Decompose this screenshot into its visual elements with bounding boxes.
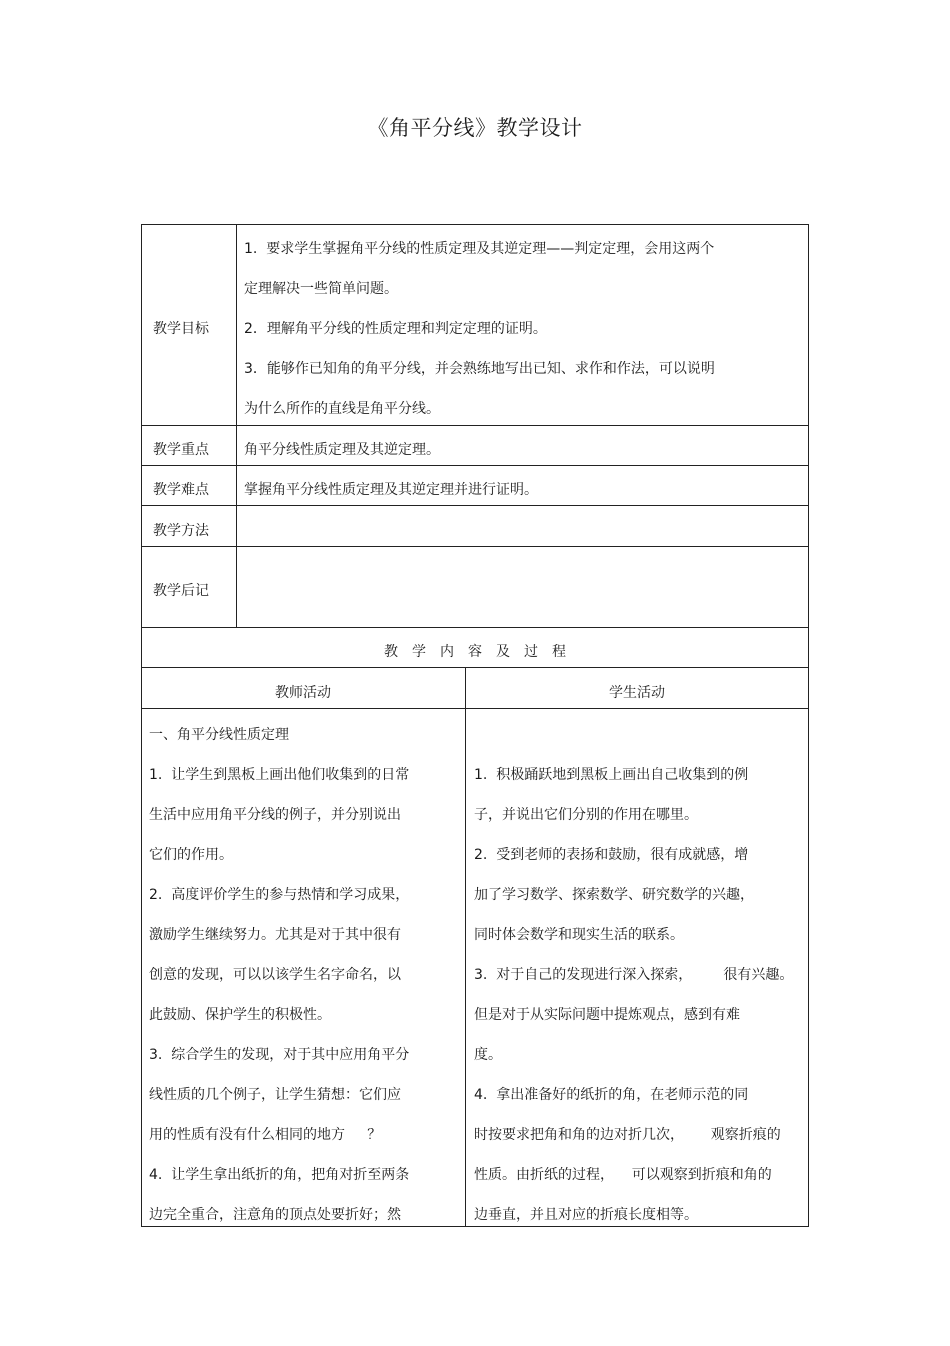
teacher-activity-line: 4. 让学生拿出纸折的角，把角对折至两条: [149, 1167, 410, 1183]
row-divider: [141, 505, 809, 506]
teacher-activity-line: 它们的作用。: [149, 847, 233, 863]
goals-line: 1. 要求学生掌握角平分线的性质定理及其逆定理——判定定理，会用这两个: [244, 241, 715, 257]
student-activity-line: 性质。由折纸的过程， 可以观察到折痕和角的: [474, 1167, 772, 1183]
row-divider: [141, 425, 809, 426]
notes-label: 教学后记: [153, 583, 209, 599]
student-activity-line: 边垂直，并且对应的折痕长度相等。: [474, 1207, 698, 1223]
student-activity-line: 子，并说出它们分别的作用在哪里。: [474, 807, 698, 823]
row-divider: [141, 708, 809, 709]
page-title: 《角平分线》教学设计: [367, 116, 583, 140]
row-divider: [141, 627, 809, 628]
method-label: 教学方法: [153, 523, 209, 539]
teacher-activity-line: 线性质的几个例子，让学生猜想：它们应: [149, 1087, 401, 1103]
teacher-activity-line: 边完全重合，注意角的顶点处要折好；然: [149, 1207, 401, 1223]
student-activity-line: 4. 拿出准备好的纸折的角，在老师示范的同: [474, 1087, 749, 1103]
teacher-activity-line: 创意的发现，可以以该学生名字命名，以: [149, 967, 401, 983]
teacher-activity-line: 2. 高度评价学生的参与热情和学习成果，: [149, 887, 410, 903]
teacher-activity-line: 激励学生继续努力。尤其是对于其中很有: [149, 927, 401, 943]
student-activity-line: 1. 积极踊跃地到黑板上画出自己收集到的例: [474, 767, 749, 783]
student-activity-line: 度。: [474, 1047, 502, 1063]
teacher-activity-line: 3. 综合学生的发现，对于其中应用角平分: [149, 1047, 410, 1063]
teacher-activity-line: 用的性质有没有什么相同的地方 ？: [149, 1127, 382, 1143]
student-activity-line: 同时体会数学和现实生活的联系。: [474, 927, 684, 943]
goals-line: 3．能够作已知角的角平分线，并会熟练地写出已知、求作和作法，可以说明: [244, 361, 715, 377]
teacher-activity-header: 教师活动: [275, 685, 331, 701]
activity-column-divider: [465, 667, 466, 1227]
student-activity-line: 时按要求把角和角的边对折几次， 观察折痕的: [474, 1127, 781, 1143]
student-activity-line: 3. 对于自己的发现进行深入探索， 很有兴趣。: [474, 967, 794, 983]
goals-line: 定理解决一些简单问题。: [244, 281, 398, 297]
row-divider: [141, 546, 809, 547]
row-divider: [141, 465, 809, 466]
goals-line: 2．理解角平分线的性质定理和判定定理的证明。: [244, 321, 547, 337]
student-activity-line: 但是对于从实际问题中提炼观点，感到有难: [474, 1007, 740, 1023]
student-activity-header: 学生活动: [609, 685, 665, 701]
difficulties-label: 教学难点: [153, 482, 209, 498]
teacher-activity-line: 1. 让学生到黑板上画出他们收集到的日常: [149, 767, 410, 783]
key-points-text: 角平分线性质定理及其逆定理。: [244, 442, 440, 458]
teacher-activity-line: 生活中应用角平分线的例子，并分别说出: [149, 807, 401, 823]
goals-line: 为什么所作的直线是角平分线。: [244, 401, 440, 417]
teacher-activity-line: 一、角平分线性质定理: [149, 727, 289, 743]
process-header: 教 学 内 容 及 过 程: [384, 644, 566, 660]
difficulties-text: 掌握角平分线性质定理及其逆定理并进行证明。: [244, 482, 538, 498]
goals-label: 教学目标: [153, 321, 209, 337]
row-divider: [141, 667, 809, 668]
student-activity-line: 加了学习数学、探索数学、研究数学的兴趣，: [474, 887, 754, 903]
label-column-divider: [236, 224, 237, 627]
student-activity-line: 2. 受到老师的表扬和鼓励，很有成就感，增: [474, 847, 749, 863]
teacher-activity-line: 此鼓励、保护学生的积极性。: [149, 1007, 331, 1023]
key-points-label: 教学重点: [153, 442, 209, 458]
